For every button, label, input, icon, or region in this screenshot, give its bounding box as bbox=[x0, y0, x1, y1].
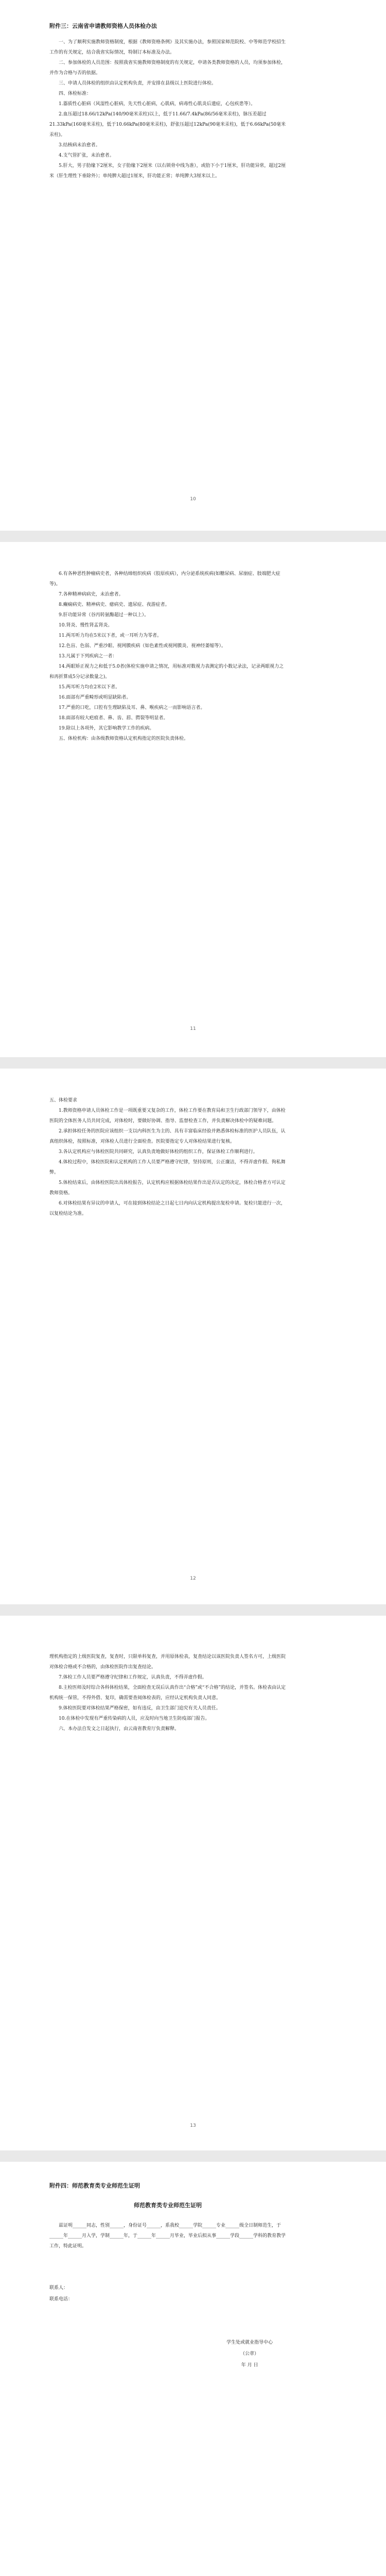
paragraph: 4.支气管扩张，未治愈者。 bbox=[59, 153, 114, 158]
page-number: 13 bbox=[190, 2123, 196, 2128]
signature-block bbox=[211, 2337, 288, 2371]
certificate-body: 兹证明______同志，性别______，身份证号______，系我校______学院______专业______级全日制师范生，于______年______月入学，学制______年，于______年______月毕业，毕业后拟从事______学段______学科的教育教学工作，特此证明。 bbox=[49, 2223, 286, 2249]
page-gap bbox=[0, 531, 386, 542]
paragraph: 2.承担体检任务的医院应该组织一支以内科医生为主的、具有丰富临床经验并熟悉体检标准的医护人员队伍，认真组织体检，按照标准，对体检人员进行全面检查。医院要指定专人对体检结果进行复核。 bbox=[49, 1129, 286, 1144]
paragraph: 6.对体检结果有异议的申请人，可在接到体检结论之日起七日内向认定机构提出复检申请。复检只能进行一次，以复检结论为准。 bbox=[49, 1201, 286, 1216]
paragraph: 9.肝功能异常（谷丙转氨酶超过一种以上）。 bbox=[59, 613, 149, 618]
paragraph: 3.结核病未治愈者。 bbox=[59, 143, 100, 148]
page-5 bbox=[0, 2162, 386, 2576]
issue-date: 年 月 日 bbox=[241, 2363, 258, 2368]
paragraph: 10.在体检中发现有严重传染病的人员，应及时向当地卫生防疫部门报告。 bbox=[59, 1716, 210, 1721]
paragraph: 19.除以上各项外，其它影响教学工作的疾病。 bbox=[59, 726, 154, 731]
paragraph: 4.体检过程中，体检医院和认定机构的工作人员要严格遵守纪律，坚持原则，公正廉洁，不得弄虚作假、徇私舞弊。 bbox=[49, 1160, 286, 1175]
paragraph: 6.有各种恶性肿瘤病史者，各种结缔组织疾病（胶原疾病），内分泌系统疾病(如糖尿病、尿崩症、肢端肥大症等)。 bbox=[49, 571, 280, 587]
paragraph: 7.体检工作人员要严格遵守纪律和工作规定，认真负责，不得弄虚作假。 bbox=[59, 1675, 207, 1680]
paragraph: 1.教师资格申请人员体检工作是一项既重要又复杂的工作，体检工作要在教育局和卫生行政部门领导下，由体检医院的全体医务人员共同完成，对体检时，要做好协调、指导、监督检查工作，并负责解决体检中的疑难问题。 bbox=[49, 1108, 286, 1124]
paragraph: 五、体检机构：由各级教师资格认定机构指定的医院负责体检。 bbox=[59, 736, 189, 741]
official-seal: （公章） bbox=[240, 2351, 259, 2357]
paragraph: 8.主检医师及时综合各科体检结果，全面检查无误后认真作出“合格”或“不合格”的结论，并签名。体检表由认定机构统一保管，不得外借、复印，确需要查阅体检表的，应经认定机构负责人同意。 bbox=[49, 1685, 286, 1701]
paragraph: 13.凡属于下列疾病之一者： bbox=[59, 654, 117, 659]
paragraph: 18.面部有较大疤痕者、鼻、齿、唇、腭裂等明显者。 bbox=[59, 716, 168, 721]
paragraph: 5.肝大，男子肋缘下2厘米，女子肋缘下2厘米（以右锁骨中线为准），或肋下小于1厘米，肝功能异常，超过2厘米（肝生理性下垂除外）；单纯脾大超过1厘米，肝功能正常；单纯脾大3厘米以上。 bbox=[49, 163, 286, 179]
paragraph: 一、为了顺利实施教师资格制度，根据《教师资格条例》及其实施办法，参照国家师范院校、中等师范学校招生工作的有关规定，结合我省实际情况，特制订本标准及办法。 bbox=[49, 40, 286, 55]
paragraph: 16.面部有严重畸形或明显缺陷者。 bbox=[59, 695, 131, 700]
section-heading: 五、体检要求 bbox=[49, 1098, 78, 1103]
page-gap bbox=[0, 1604, 386, 1616]
paragraph: 2.血压超过18.66/12kPa(140/90毫米汞柱)以上，低于11.66/7.4kPa(86/56毫米汞柱)，脉压差超过21.33kPa(160毫米汞柱)，低于10.66kPa(80毫米汞柱)，舒张压超过12kPa(90毫米汞柱)，低于6.66kPa(50毫米汞柱)。 bbox=[49, 112, 286, 138]
paragraph: 7.各种精神病病史，未治愈者。 bbox=[59, 592, 124, 597]
page-3 bbox=[0, 1069, 386, 1604]
paragraph: 12.色盲、色弱、严重沙眼、视网膜疾病（如色素性或视网膜炎、视神经萎缩等）。 bbox=[59, 643, 226, 649]
paragraph: 六、本办法自发文之日起执行，由云南省教育厅负责解释。 bbox=[59, 1726, 180, 1732]
attachment-3-heading: 附件三：云南省申请教师资格人员体检办法 bbox=[49, 23, 157, 29]
paragraph: 1.器质性心脏病（风湿性心脏病，先天性心脏病，心肌病，病毒性心肌炎后遗症，心包疾患等）。 bbox=[59, 101, 256, 107]
contact-phone: 联系电话： bbox=[49, 2297, 73, 2302]
page-2 bbox=[0, 542, 386, 1057]
paragraph: 5.体检结束后，由体检医院出具体检报告，认定机构应根据体检结果作出是否认定的决定，体检合格者方可认定教师资格。 bbox=[49, 1180, 286, 1196]
page-gap bbox=[0, 1057, 386, 1069]
page-number: 12 bbox=[190, 1576, 196, 1581]
paragraph: 14.两眼矫正视力之和低于5.0者(体检实施申请之情况，用标准对数视力表测定的小数记录法，记录两眼视力之和再折算成5分记录数量之)。 bbox=[49, 664, 284, 680]
page-4 bbox=[0, 1616, 386, 2150]
paragraph: 11.两耳听力均在5米以下者，或一耳听力为零者。 bbox=[59, 633, 162, 638]
page-number: 11 bbox=[190, 1026, 196, 1031]
paragraph: 9.体检医院要对体检结果严格保密，如有违反，由卫生部门追究有关人员责任。 bbox=[59, 1706, 221, 1711]
paragraph: 二、参加体检的人员范围：按照我省实施教师资格制度的有关规定，申请各类教师资格的人员，均须参加体检，并作为合格与否的依据。 bbox=[49, 60, 286, 76]
paragraph: 三、申请人员体检的组织由认定机构负责，并安排在县级以上医院进行体检。 bbox=[59, 81, 217, 86]
certificate-title: 师范教育类专业师范生证明 bbox=[134, 2202, 202, 2209]
contact-person: 联系人： bbox=[49, 2285, 68, 2291]
attachment-4-heading: 附件四：师范教育类专业师范生证明 bbox=[49, 2182, 140, 2189]
page-gap bbox=[0, 2150, 386, 2162]
issuing-organization: 学生处或就业指导中心 bbox=[226, 2340, 273, 2345]
paragraph: 10.肾炎、慢性肾盂肾炎。 bbox=[59, 623, 113, 628]
paragraph: 四、体检标准： bbox=[59, 91, 92, 96]
page-1 bbox=[0, 0, 386, 531]
paragraph: 理机构指定的上级医院复查，复查时，只限单科复查，并用原体检表，复查结论以该医院负责人签名方可，上级医院对体检合格或不合格的，由体检医院作出复查结论。 bbox=[49, 1654, 286, 1670]
page-number: 10 bbox=[190, 497, 196, 502]
paragraph: 17.严重的口吃，口腔有生理缺陷及耳、鼻、喉疾病之一而影响语言者。 bbox=[59, 705, 205, 710]
paragraph: 15.两耳听力均在2米以下者。 bbox=[59, 685, 120, 690]
paragraph: 3.各认定机构应与体检医院共同研究，认真负责地做好体检的组织工作，保证体检工作顺利进行。 bbox=[59, 1149, 258, 1155]
paragraph: 8.癫痫病史、精神病史、癔病史、遗尿症、夜游症者。 bbox=[59, 602, 170, 607]
